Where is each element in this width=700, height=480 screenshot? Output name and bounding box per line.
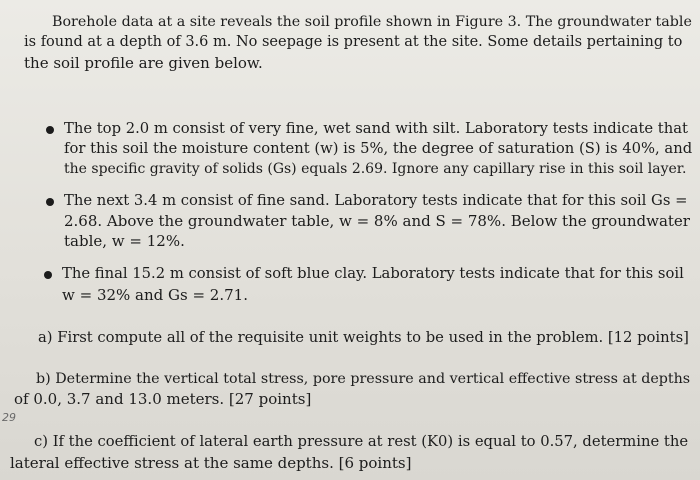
bullet-line: The top 2.0 m consist of very fine, wet sand with silt. Laboratory tests indicate that [64, 120, 688, 137]
question-line: c) If the coefficient of lateral earth pressure at rest (K0) is equal to 0.57, determine the [34, 433, 689, 450]
question-line: lateral effective stress at the same depths. [6 points] [10, 454, 412, 472]
bullet-line: 2.68. Above the groundwater table, w = 8% and S = 78%. Below the groundwater [64, 212, 690, 230]
handwritten-margin-mark: 29 [2, 411, 16, 424]
bullet-line: for this soil the moisture content (w) is 5%, the degree of saturation (S) is 40%, and [64, 140, 693, 157]
bullet-dot [46, 126, 54, 134]
question-line: of 0.0, 3.7 and 13.0 meters. [27 points] [14, 390, 312, 408]
bullet-line: w = 32% and Gs = 2.71. [62, 286, 248, 304]
bullet-line: The final 15.2 m consist of soft blue clay. Laboratory tests indicate that for this soil [62, 265, 684, 282]
bullet-line: The next 3.4 m consist of fine sand. Laboratory tests indicate that for this soil Gs = [64, 192, 688, 209]
intro-line-1: Borehole data at a site reveals the soil profile shown in Figure 3. The groundwater table [52, 14, 692, 30]
question-line: b) Determine the vertical total stress, pore pressure and vertical effective stress at depths [36, 371, 691, 387]
question-line: a) First compute all of the requisite unit weights to be used in the problem. [12 points] [38, 329, 689, 346]
intro-line-2: is found at a depth of 3.6 m. No seepage is present at the site. Some details pertaining to [24, 34, 683, 50]
bullet-dot [46, 198, 54, 206]
intro-line-3: the soil profile are given below. [24, 54, 263, 72]
bullet-dot [44, 271, 52, 279]
bullet-line: the specific gravity of solids (Gs) equals 2.69. Ignore any capillary rise in this soil layer. [64, 161, 687, 177]
bullet-line: table, w = 12%. [64, 232, 185, 250]
